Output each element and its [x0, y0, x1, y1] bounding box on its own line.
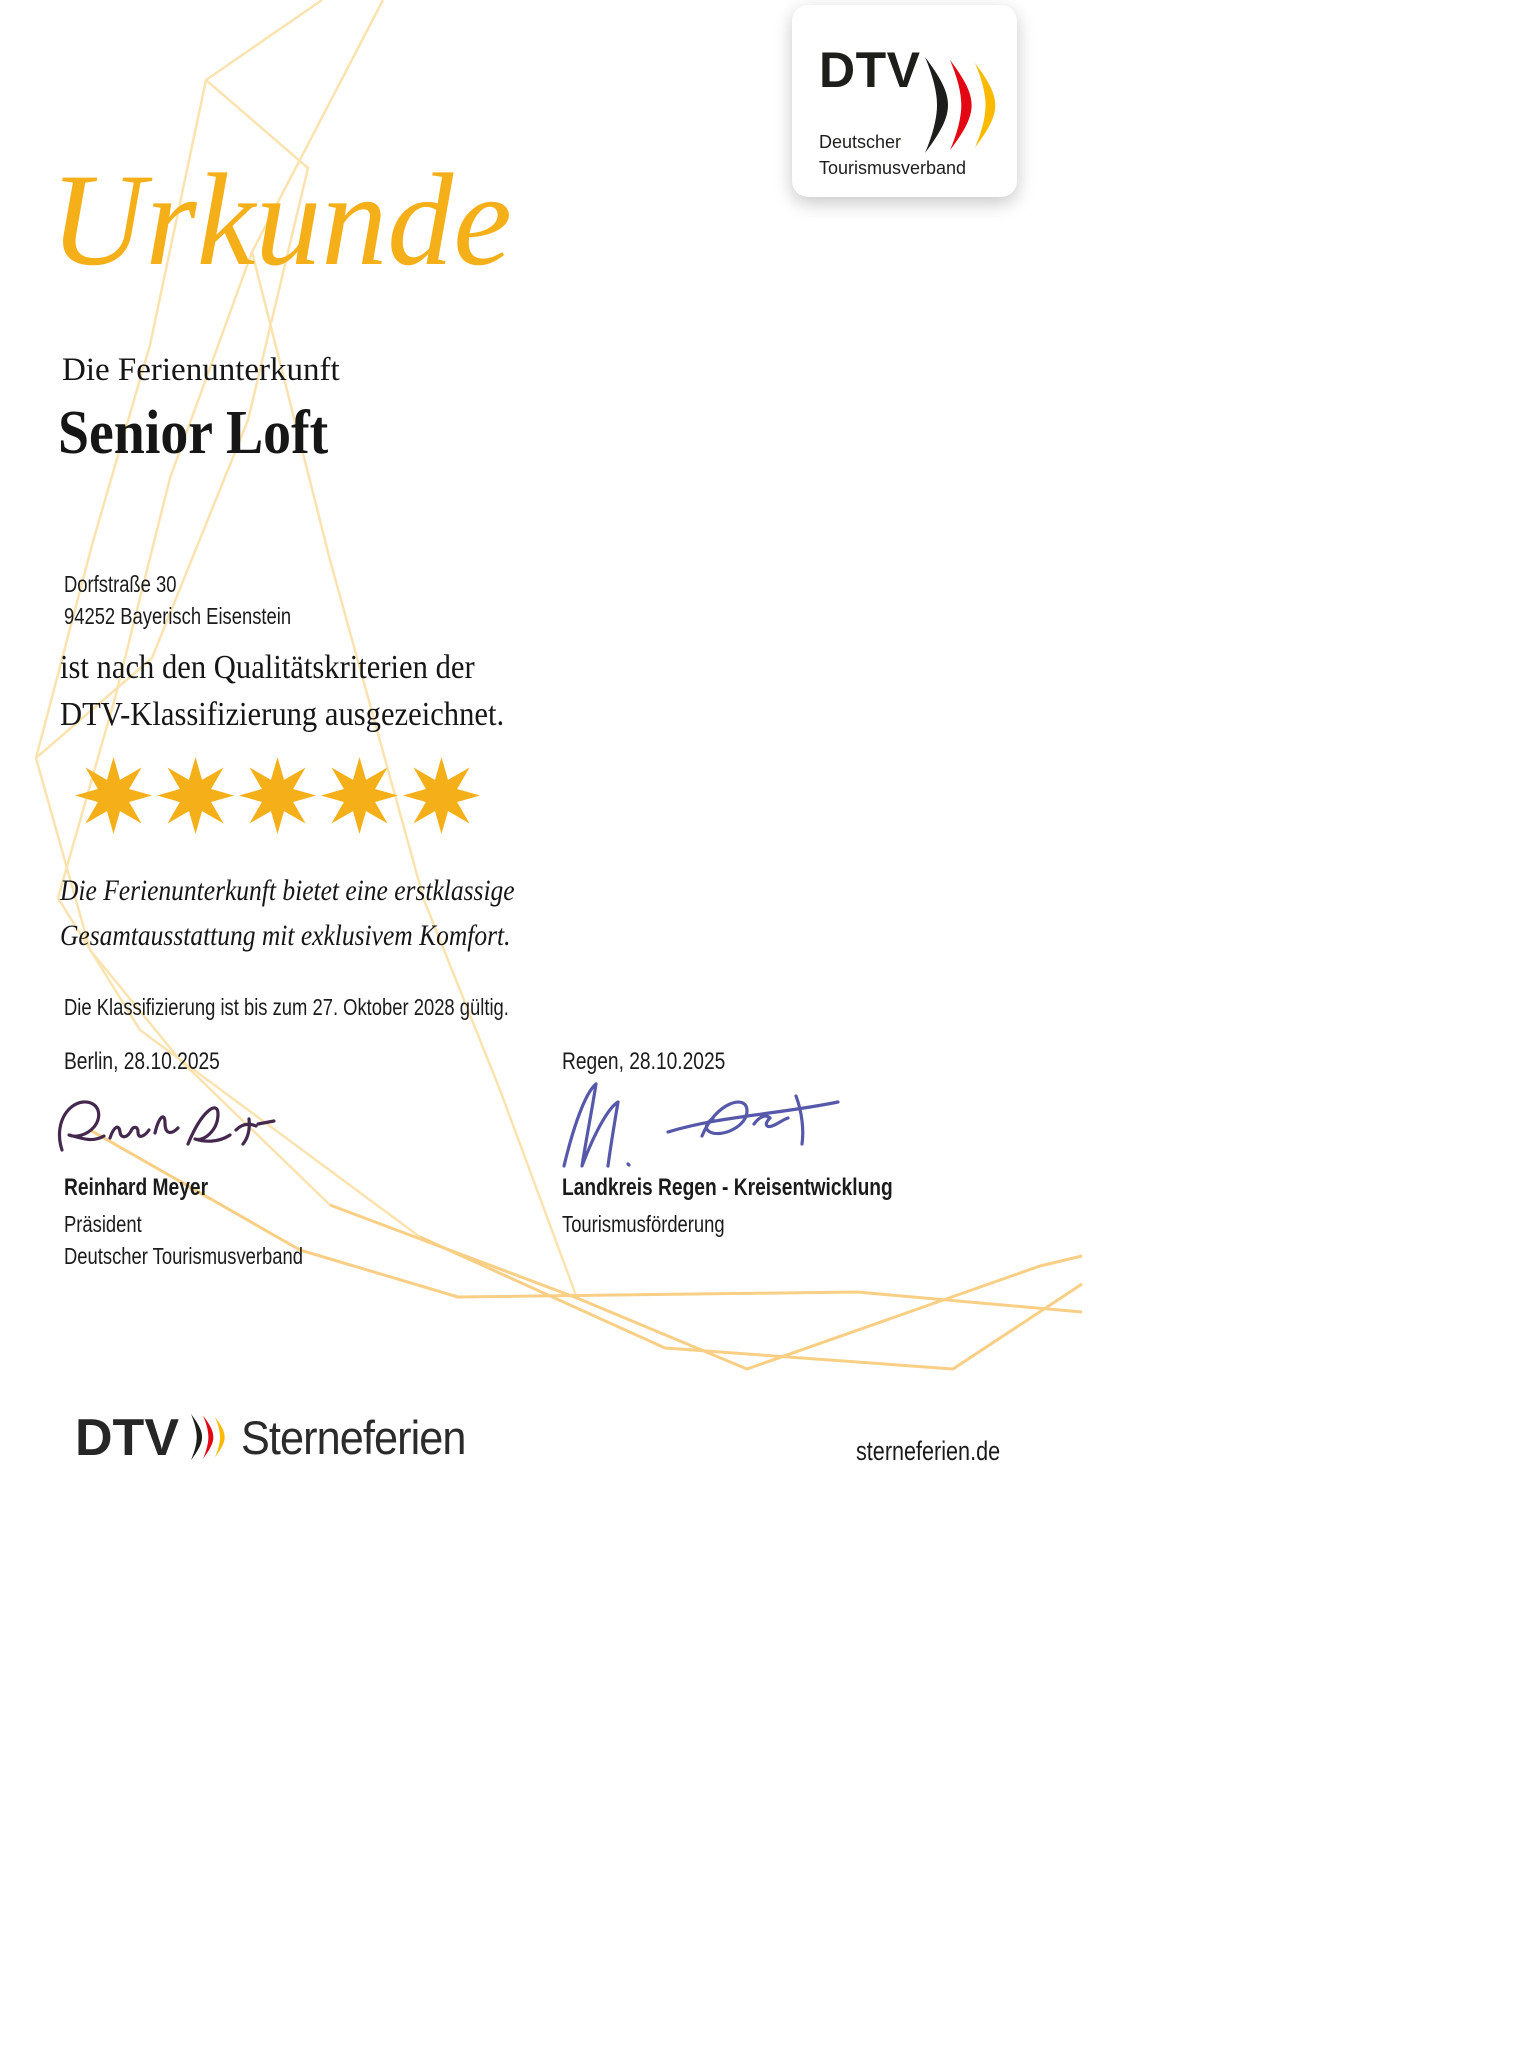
- signature-reinhard-meyer: [52, 1086, 282, 1186]
- signature-m-ernst: [550, 1072, 860, 1182]
- dtv-logo-subtitle: [819, 129, 966, 181]
- classification-statement: [60, 644, 504, 738]
- property-name: Senior Loft: [58, 399, 329, 467]
- address-street: Dorfstraße 30: [64, 571, 177, 597]
- sterneferien-chevrons-icon: [191, 1414, 231, 1464]
- signatory-left-org: Deutscher Tourismusverband: [64, 1243, 303, 1269]
- statement-line2: DTV-Klassifizierung ausgezeichnet.: [60, 696, 505, 733]
- intro-line: Die Ferienunterkunft: [62, 352, 340, 388]
- signatory-right: [562, 1172, 893, 1240]
- description-line1: Die Ferienunterkunft bietet eine erstklassige: [60, 874, 515, 907]
- signatory-left: [64, 1172, 303, 1272]
- description-line2: Gesamtausstattung mit exklusivem Komfort.: [60, 919, 511, 952]
- website-url: sterneferien.de: [856, 1436, 1001, 1466]
- signatory-left-role: Präsident: [64, 1211, 142, 1237]
- signatory-right-name: Landkreis Regen - Kreisentwicklung: [562, 1174, 893, 1201]
- footer-brand-text: Sterneferien: [241, 1411, 466, 1464]
- star-icon: [238, 756, 317, 835]
- dtv-logo: [792, 5, 1017, 197]
- place-date-left: Berlin, 28.10.2025: [64, 1048, 220, 1075]
- signatory-right-role: Tourismusförderung: [562, 1211, 725, 1237]
- dtv-logo-subtitle-line1: Deutscher: [819, 132, 902, 152]
- star-icon: [402, 756, 481, 835]
- signatory-left-name: Reinhard Meyer: [64, 1174, 209, 1201]
- dtv-logo-text: DTV: [819, 42, 921, 98]
- validity-note: Die Klassifizierung ist bis zum 27. Oktober 2028 gültig.: [64, 994, 509, 1020]
- star-rating: [74, 756, 481, 835]
- rating-description: [60, 868, 515, 958]
- property-address: [64, 568, 291, 632]
- address-city: 94252 Bayerisch Eisenstein: [64, 603, 292, 629]
- footer-dtv-text: DTV: [75, 1409, 179, 1467]
- star-icon: [156, 756, 235, 835]
- sterneferien-logo: [75, 1409, 485, 1467]
- place-date-right: Regen, 28.10.2025: [562, 1048, 726, 1075]
- statement-line1: ist nach den Qualitätskriterien der: [60, 649, 475, 686]
- certificate-title: Urkunde: [50, 146, 512, 293]
- star-icon: [320, 756, 399, 835]
- star-icon: [74, 756, 153, 835]
- dtv-logo-subtitle-line2: Tourismusverband: [819, 158, 967, 178]
